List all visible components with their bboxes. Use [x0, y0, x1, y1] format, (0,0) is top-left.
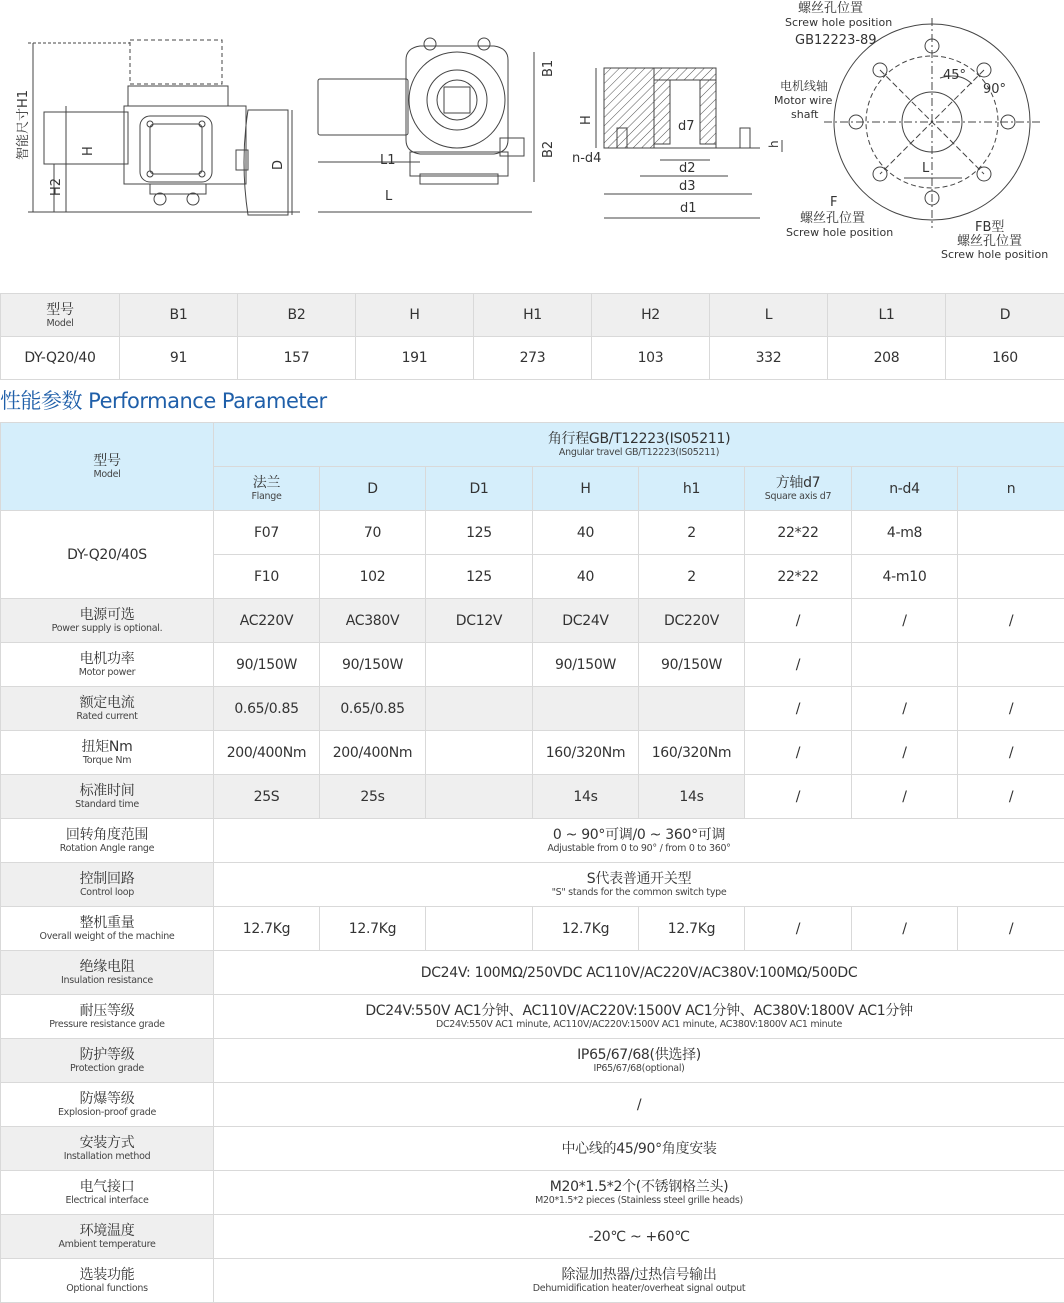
perf-row: [1, 775, 1064, 819]
perf-row-label: [1, 1259, 214, 1303]
perf-value-cell: /: [852, 907, 958, 951]
section-title: 性能参数 Performance Parameter: [0, 386, 327, 416]
dim-col-header: B1: [120, 294, 238, 337]
perf-row-label-en: Power supply is optional.: [1, 623, 213, 634]
perf-value-cell: 14s: [639, 775, 745, 819]
d1-label: d1: [680, 201, 697, 216]
perf-value-cell: 90/150W: [214, 643, 320, 687]
flange-cell: 22*22: [745, 511, 852, 555]
perf-value-cell: 12.7Kg: [639, 907, 745, 951]
perf-row-label-zh: 安装方式: [1, 1135, 213, 1151]
flange-cell: [958, 555, 1064, 599]
perf-value-cell: /: [958, 775, 1064, 819]
perf-row-label: [1, 1171, 214, 1215]
perf-row-label-en: Protection grade: [1, 1063, 213, 1074]
perf-value-cell: AC220V: [214, 599, 320, 643]
perf-col-header: D: [320, 467, 426, 511]
dim-value-cell: 332: [710, 337, 828, 380]
perf-row: [1, 1215, 1064, 1259]
flange-cell: 102: [320, 555, 426, 599]
perf-value-cell: /: [745, 687, 852, 731]
perf-header-row-1: [1, 423, 1064, 467]
perf-value-cell: 160/320Nm: [639, 731, 745, 775]
flange-cell: 125: [426, 511, 533, 555]
perf-span-zh: DC24V: 100MΩ/250VDC AC110V/AC220V/AC380V:100MΩ/500DC: [214, 965, 1064, 981]
perf-value-cell: 25S: [214, 775, 320, 819]
perf-group-en: Angular travel GB/T12223(IS05211): [214, 447, 1064, 458]
front-view: [318, 38, 534, 212]
perf-span-zh: DC24V:550V AC1分钟、AC110V/AC220V:1500V AC1分钟、AC380V:1800V AC1分钟: [214, 1003, 1064, 1019]
perf-span-cell: [214, 951, 1064, 995]
perf-row-label-zh: 绝缘电阻: [1, 959, 213, 975]
perf-span-en: DC24V:550V AC1 minute, AC110V/AC220V:1500V AC1 minute, AC380V:1800V AC1 minute: [214, 1019, 1064, 1030]
perf-row-label: [1, 951, 214, 995]
d3-label: d3: [679, 179, 696, 194]
screw-top-en: Screw hole position: [785, 16, 892, 29]
perf-col-header: h1: [639, 467, 745, 511]
perf-model-name: DY-Q20/40S: [1, 511, 214, 599]
perf-value-cell: [426, 731, 533, 775]
perf-row-label-en: Overall weight of the machine: [1, 931, 213, 942]
perf-value-cell: 200/400Nm: [214, 731, 320, 775]
perf-value-cell: DC24V: [533, 599, 639, 643]
flange-cell: 2: [639, 555, 745, 599]
perf-row: [1, 687, 1064, 731]
perf-row: [1, 599, 1064, 643]
perf-value-cell: [426, 643, 533, 687]
flange-cell: 40: [533, 511, 639, 555]
perf-model-header: [1, 423, 214, 511]
perf-row-label: [1, 1127, 214, 1171]
perf-span-cell: [214, 1259, 1064, 1303]
perf-value-cell: 90/150W: [320, 643, 426, 687]
perf-span-zh: 0 ~ 90°可调/0 ~ 360°可调: [214, 827, 1064, 843]
dim-col-header: H1: [474, 294, 592, 337]
perf-row-label-zh: 电机功率: [1, 651, 213, 667]
perf-row-label-en: Control loop: [1, 887, 213, 898]
perf-value-cell: DC220V: [639, 599, 745, 643]
perf-group-zh: 角行程GB/T12223(IS05211): [214, 431, 1064, 447]
perf-span-zh: 中心线的45/90°角度安装: [214, 1141, 1064, 1157]
perf-span-en: "S" stands for the common switch type: [214, 887, 1064, 898]
dim-value-cell: 157: [238, 337, 356, 380]
flange-cell: 4-m10: [852, 555, 958, 599]
h1-label: 智能尺寸H1: [15, 90, 31, 160]
fb-screw-en: Screw hole position: [941, 248, 1048, 261]
n-header: n: [958, 467, 1064, 511]
model-header-cell: [1, 294, 120, 337]
perf-row-label-zh: 标准时间: [1, 783, 213, 799]
perf-value-cell: [426, 687, 533, 731]
flange-top-view: [824, 18, 1040, 228]
perf-span-zh: S代表普通开关型: [214, 871, 1064, 887]
perf-row-label-zh: 扭矩Nm: [1, 739, 213, 755]
dim-value-cell: 160: [946, 337, 1064, 380]
perf-value-cell: 25s: [320, 775, 426, 819]
flange-h-label: H: [579, 115, 594, 125]
dimension-table: [0, 293, 1064, 380]
l1-label: L1: [380, 153, 396, 168]
perf-row-label-en: Rotation Angle range: [1, 843, 213, 854]
perf-value-cell: /: [852, 687, 958, 731]
perf-span-zh: IP65/67/68(供选择): [214, 1047, 1064, 1063]
dim-col-header: B2: [238, 294, 356, 337]
gb-label: GB12223-89: [795, 33, 877, 48]
perf-row-label-zh: 防护等级: [1, 1047, 213, 1063]
flange-cell: [958, 511, 1064, 555]
perf-value-cell: 0.65/0.85: [214, 687, 320, 731]
perf-value-cell: [426, 907, 533, 951]
perf-row: [1, 643, 1064, 687]
perf-value-cell: /: [958, 907, 1064, 951]
nd4-label: n-d4: [572, 151, 601, 166]
flange-cell: F07: [214, 511, 320, 555]
perf-value-cell: [958, 643, 1064, 687]
perf-value-cell: /: [745, 599, 852, 643]
dim-value-cell: 208: [828, 337, 946, 380]
perf-row-label-zh: 环境温度: [1, 1223, 213, 1239]
perf-row: [1, 1039, 1064, 1083]
perf-span-cell: [214, 863, 1064, 907]
perf-value-cell: [533, 687, 639, 731]
flange-header: [214, 467, 320, 511]
flange-section: [596, 68, 782, 218]
flange-row: [1, 511, 1064, 555]
perf-value-cell: /: [958, 599, 1064, 643]
perf-row-label-zh: 电源可选: [1, 607, 213, 623]
perf-value-cell: [639, 687, 745, 731]
perf-value-cell: 90/150W: [639, 643, 745, 687]
perf-row-label-zh: 控制回路: [1, 871, 213, 887]
flange-cell: 22*22: [745, 555, 852, 599]
dim-col-header: H: [356, 294, 474, 337]
perf-value-cell: 0.65/0.85: [320, 687, 426, 731]
f-screw-en: Screw hole position: [786, 226, 893, 239]
motor-en2: shaft: [791, 108, 819, 121]
perf-value-cell: AC380V: [320, 599, 426, 643]
f-label: F: [830, 195, 837, 210]
dim-col-header: L: [710, 294, 828, 337]
dim-value-cell: 273: [474, 337, 592, 380]
perf-col-header: D1: [426, 467, 533, 511]
flange-zh: 法兰: [214, 475, 319, 491]
perf-row-label: [1, 731, 214, 775]
perf-row-label-zh: 防爆等级: [1, 1091, 213, 1107]
dimension-header-row: [1, 294, 1064, 337]
perf-row-label-en: Explosion-proof grade: [1, 1107, 213, 1118]
perf-row-label: [1, 599, 214, 643]
perf-row-label-zh: 耐压等级: [1, 1003, 213, 1019]
perf-col-header: H: [533, 467, 639, 511]
perf-value-cell: /: [745, 907, 852, 951]
perf-value-cell: 14s: [533, 775, 639, 819]
perf-span-zh: 除湿加热器/过热信号输出: [214, 1267, 1064, 1283]
perf-row-label: [1, 643, 214, 687]
performance-table: [0, 422, 1064, 1303]
perf-row: [1, 1171, 1064, 1215]
dimension-value-row: [1, 337, 1064, 380]
fb-screw-zh: 螺丝孔位置: [957, 233, 1022, 249]
perf-parameter-rows: [1, 599, 1064, 1303]
h-label: H: [81, 146, 96, 156]
circle-l-label: L: [922, 161, 930, 176]
perf-value-cell: /: [958, 731, 1064, 775]
perf-span-zh: M20*1.5*2个(不锈钢格兰头): [214, 1179, 1064, 1195]
perf-row-label-en: Electrical interface: [1, 1195, 213, 1206]
deg45-label: 45°: [943, 68, 966, 83]
perf-span-en: IP65/67/68(optional): [214, 1063, 1064, 1074]
perf-value-cell: /: [958, 687, 1064, 731]
perf-row-label-en: Insulation resistance: [1, 975, 213, 986]
perf-row: [1, 951, 1064, 995]
perf-value-cell: /: [745, 643, 852, 687]
perf-model-en: Model: [1, 469, 213, 480]
flange-cell: 4-m8: [852, 511, 958, 555]
perf-span-cell: [214, 995, 1064, 1039]
perf-span-cell: [214, 1083, 1064, 1127]
flange-cell: 40: [533, 555, 639, 599]
dim-value-cell: 91: [120, 337, 238, 380]
dim-value-cell: 103: [592, 337, 710, 380]
perf-row-label-zh: 整机重量: [1, 915, 213, 931]
b2-label: B2: [541, 141, 556, 158]
perf-row-label: [1, 687, 214, 731]
perf-group-header: [214, 423, 1064, 467]
perf-row-label-en: Rated current: [1, 711, 213, 722]
perf-row-label-zh: 回转角度范围: [1, 827, 213, 843]
flange-en: Flange: [214, 491, 319, 502]
perf-value-cell: 160/320Nm: [533, 731, 639, 775]
perf-row: [1, 819, 1064, 863]
perf-value-cell: 90/150W: [533, 643, 639, 687]
perf-row-label-zh: 选装功能: [1, 1267, 213, 1283]
perf-row: [1, 1259, 1064, 1303]
perf-row-label: [1, 1039, 214, 1083]
d-label: D: [271, 160, 286, 170]
dim-model-cell: DY-Q20/40: [1, 337, 120, 380]
h-small-label: h: [767, 140, 781, 148]
perf-value-cell: 12.7Kg: [533, 907, 639, 951]
screw-top-zh: 螺丝孔位置: [798, 0, 863, 16]
dim-col-header: L1: [828, 294, 946, 337]
perf-row-label: [1, 995, 214, 1039]
model-header-zh: 型号: [1, 302, 119, 318]
f-screw-zh: 螺丝孔位置: [800, 210, 865, 226]
perf-row: [1, 863, 1064, 907]
perf-row: [1, 907, 1064, 951]
flange-cell: F10: [214, 555, 320, 599]
fb-label: FB型: [975, 219, 1004, 235]
perf-value-cell: 12.7Kg: [214, 907, 320, 951]
perf-span-en: Adjustable from 0 to 90° / from 0 to 360°: [214, 843, 1064, 854]
perf-row: [1, 1083, 1064, 1127]
technical-drawing: [0, 0, 1064, 285]
flange-cell: 2: [639, 511, 745, 555]
perf-value-cell: 12.7Kg: [320, 907, 426, 951]
l-label: L: [385, 189, 393, 204]
perf-span-en: M20*1.5*2 pieces (Stainless steel grille heads): [214, 1195, 1064, 1206]
perf-row-label: [1, 907, 214, 951]
dim-col-header: D: [946, 294, 1064, 337]
side-view: [28, 40, 300, 215]
perf-value-cell: DC12V: [426, 599, 533, 643]
square-axis-zh: 方轴d7: [745, 475, 851, 491]
perf-row-label-zh: 额定电流: [1, 695, 213, 711]
perf-model-zh: 型号: [1, 453, 213, 469]
perf-span-cell: [214, 1215, 1064, 1259]
b1-label: B1: [541, 60, 556, 77]
perf-row-label-en: Torque Nm: [1, 755, 213, 766]
perf-value-cell: /: [745, 731, 852, 775]
perf-row: [1, 731, 1064, 775]
dim-col-header: H2: [592, 294, 710, 337]
perf-row-label-en: Pressure resistance grade: [1, 1019, 213, 1030]
square-axis-header: [745, 467, 852, 511]
perf-value-cell: [426, 775, 533, 819]
perf-value-cell: [852, 643, 958, 687]
model-header-en: Model: [1, 318, 119, 329]
deg90-label: 90°: [983, 82, 1006, 97]
perf-span-zh: /: [214, 1097, 1064, 1113]
perf-row-label: [1, 775, 214, 819]
perf-row-label: [1, 863, 214, 907]
flange-cell: 70: [320, 511, 426, 555]
perf-span-cell: [214, 1127, 1064, 1171]
perf-value-cell: /: [745, 775, 852, 819]
perf-row-label-en: Installation method: [1, 1151, 213, 1162]
perf-span-cell: [214, 819, 1064, 863]
perf-span-zh: -20℃ ~ +60℃: [214, 1229, 1064, 1245]
perf-row-label-en: Standard time: [1, 799, 213, 810]
motor-en1: Motor wire: [774, 94, 833, 107]
perf-span-cell: [214, 1039, 1064, 1083]
flange-cell: 125: [426, 555, 533, 599]
perf-value-cell: /: [852, 599, 958, 643]
perf-span-cell: [214, 1171, 1064, 1215]
perf-row-label-en: Motor power: [1, 667, 213, 678]
h2-label: H2: [49, 178, 64, 196]
perf-row-label: [1, 1083, 214, 1127]
square-axis-en: Square axis d7: [745, 491, 851, 502]
perf-row-label: [1, 819, 214, 863]
perf-value-cell: /: [852, 775, 958, 819]
nd4-header: n-d4: [852, 467, 958, 511]
perf-row-label-en: Optional functions: [1, 1283, 213, 1294]
d7-label: d7: [678, 119, 695, 134]
motor-zh: 电机线轴: [780, 78, 828, 93]
perf-row-label-zh: 电气接口: [1, 1179, 213, 1195]
dim-value-cell: 191: [356, 337, 474, 380]
perf-span-en: Dehumidification heater/overheat signal output: [214, 1283, 1064, 1294]
perf-row-label: [1, 1215, 214, 1259]
perf-row-label-en: Ambient temperature: [1, 1239, 213, 1250]
d2-label: d2: [679, 161, 696, 176]
perf-row: [1, 995, 1064, 1039]
perf-value-cell: 200/400Nm: [320, 731, 426, 775]
perf-row: [1, 1127, 1064, 1171]
perf-value-cell: /: [852, 731, 958, 775]
